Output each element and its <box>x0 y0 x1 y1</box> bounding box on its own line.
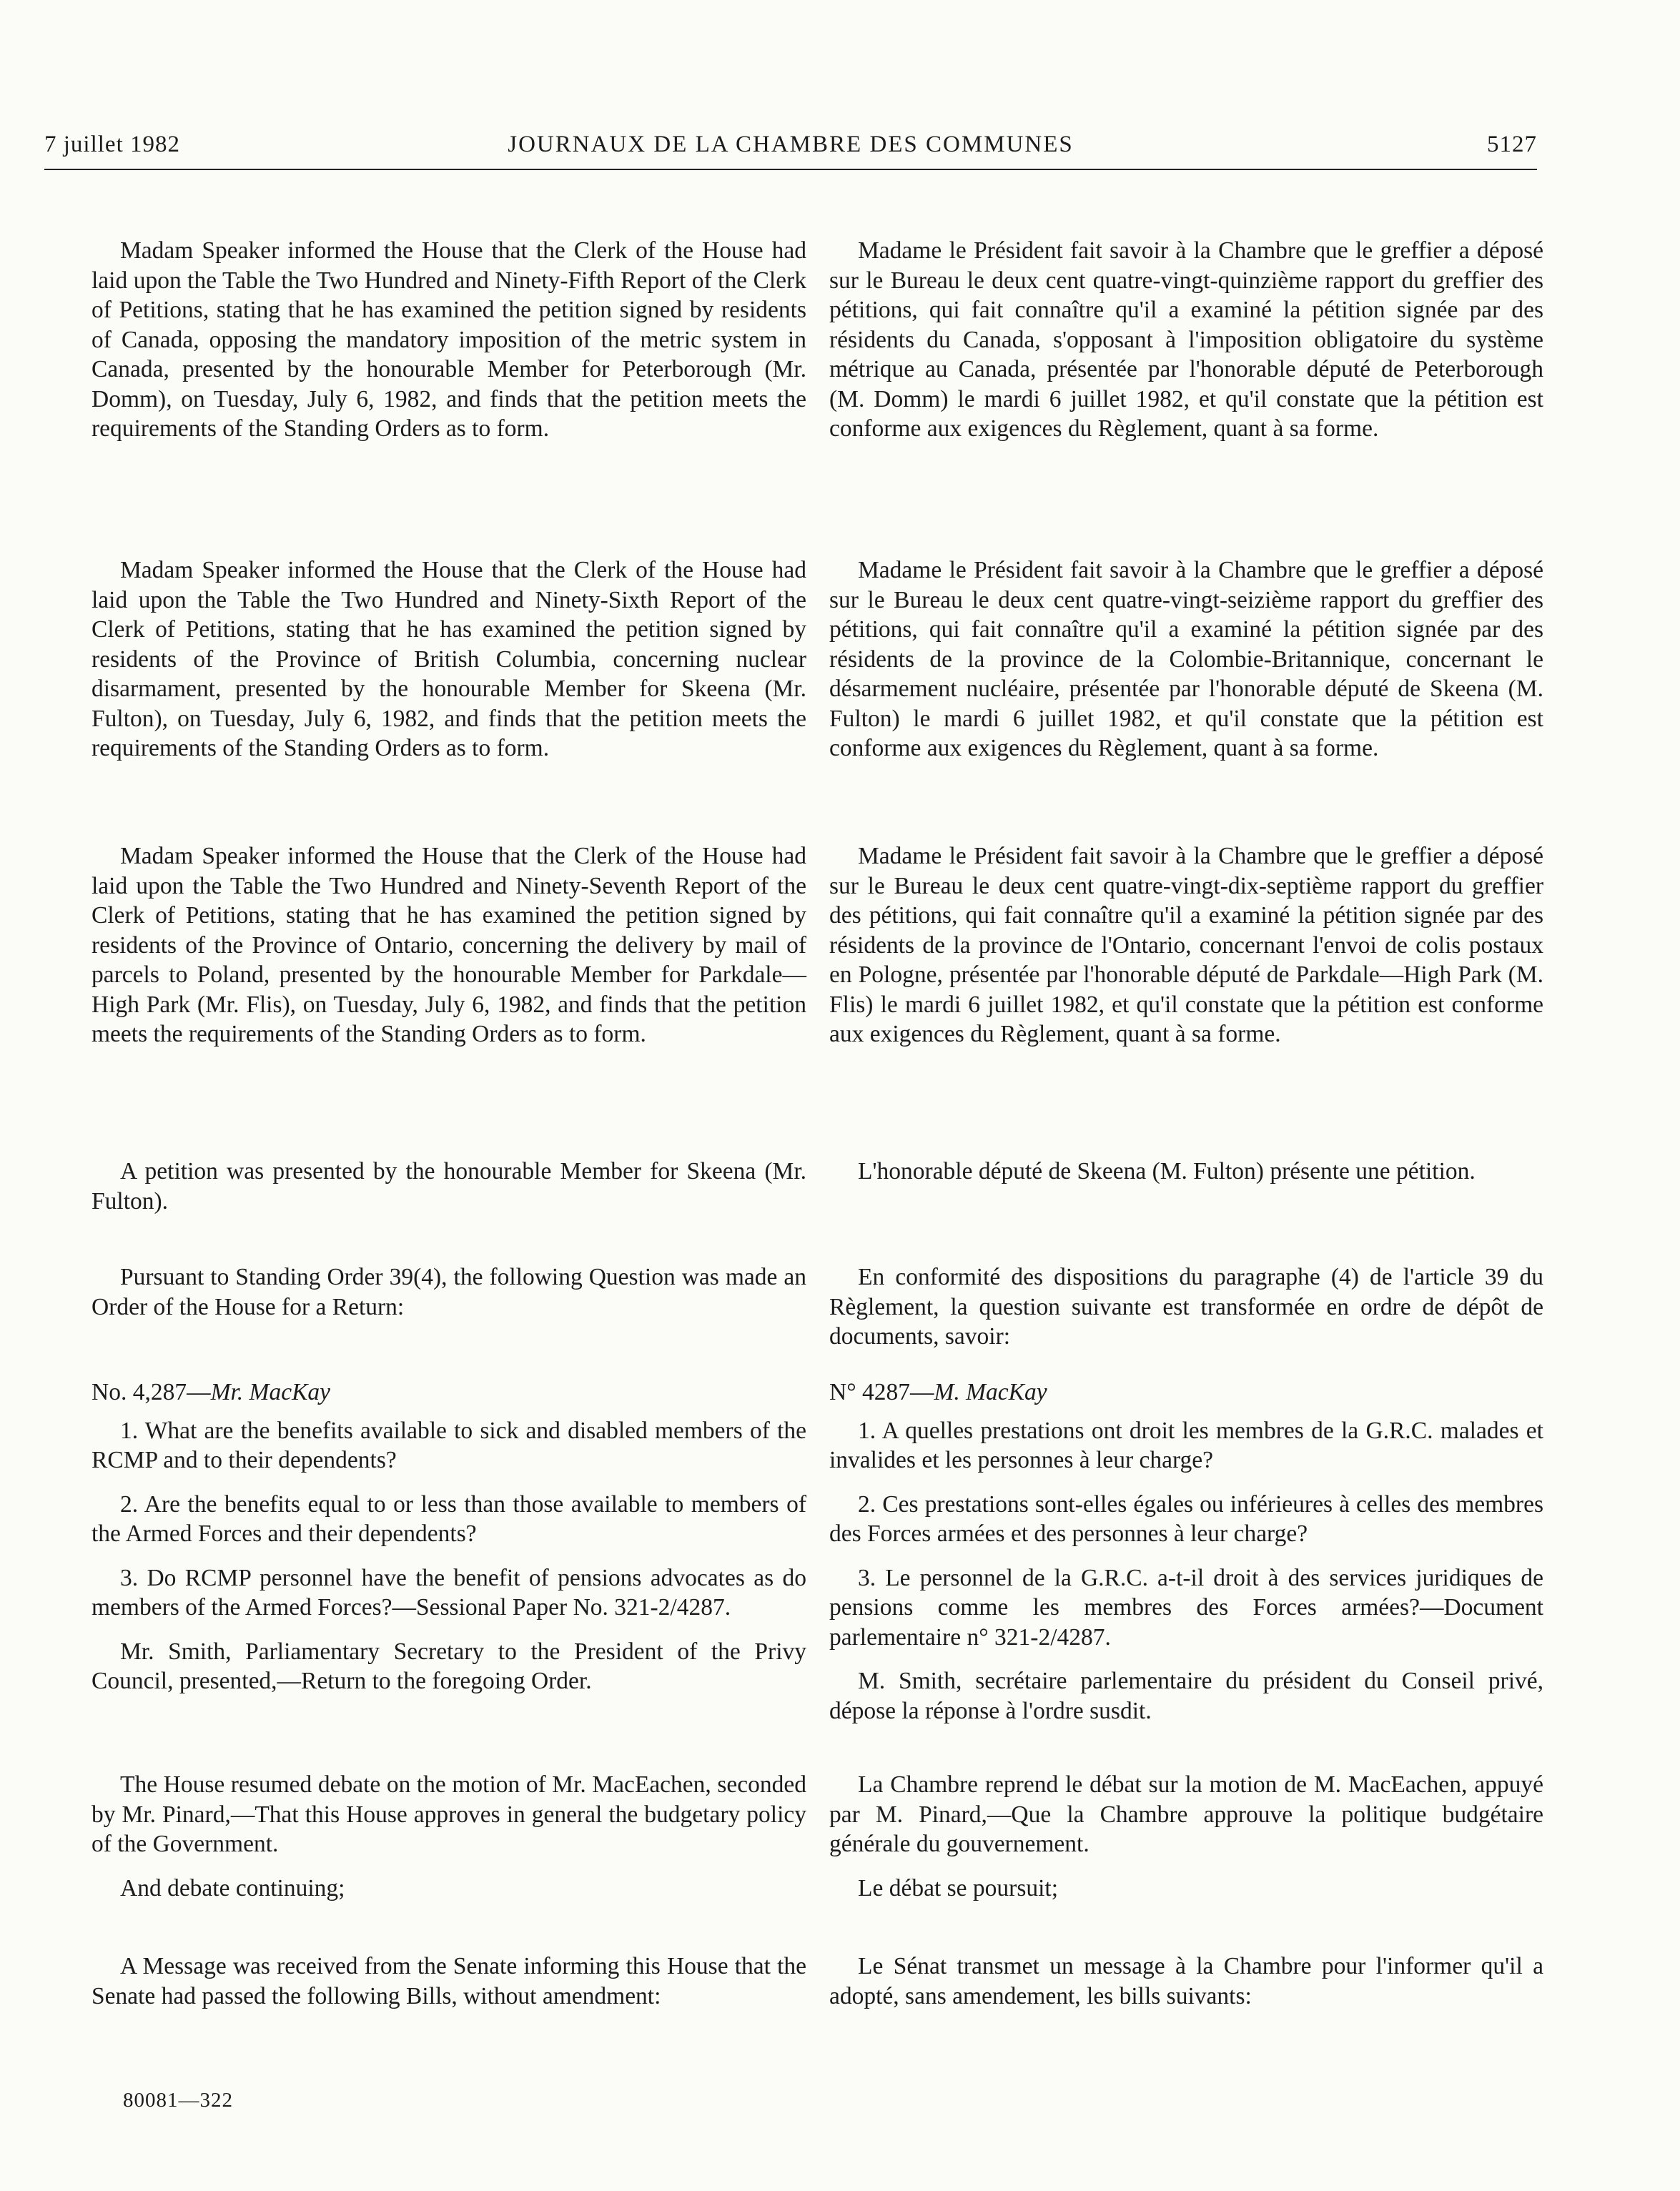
page-number: 5127 <box>1487 132 1537 157</box>
senate-message-fr <box>829 1952 1543 2011</box>
question-block-fr <box>829 1378 1543 1726</box>
order-for-return-fr <box>829 1262 1543 1352</box>
paragraph: En conformité des dispositions du paragraphe (4) de l'article 39 du Règlement, la question suivante est transformée en ordre de dépôt de documents, savoir: <box>829 1264 1543 1350</box>
header-date: 7 juillet 1982 <box>44 132 180 157</box>
petition-report-296-fr <box>829 555 1543 763</box>
petition-presented-fr <box>829 1157 1543 1187</box>
paragraph: Madam Speaker informed the House that the Clerk of the House had laid upon the Table the Two Hundred and Ninety-Sixth Report of the Clerk of Petitions, stating that he has examined the petition signed by residents of the Province of British Columbia, concerning nuclear disarmament, presented by the honourable Member for Skeena (Mr. Fulton), on Tuesday, July 6, 1982, and finds that the petition meets the requirements of the Standing Orders as to form. <box>92 557 806 761</box>
return-paragraph: M. Smith, secrétaire parlementaire du président du Conseil privé, dépose la réponse à l'ordre susdit. <box>829 1668 1543 1724</box>
petition-report-295-en <box>92 236 806 444</box>
petition-report-297-fr <box>829 841 1543 1049</box>
question-item: 2. Are the benefits equal to or less than those available to members of the Armed Forces and their dependents? <box>92 1490 806 1547</box>
petition-report-296-en <box>92 555 806 763</box>
paragraph: A Message was received from the Senate informing this House that the Senate had passed the following Bills, without amendment: <box>92 1953 806 2009</box>
question-member: M. MacKay <box>934 1379 1047 1405</box>
question-item: 3. Do RCMP personnel have the benefit of pensions advocates as do members of the Armed Forces?—Sessional Paper No. 321-2/4287. <box>92 1564 806 1621</box>
journal-title: JOURNAUX DE LA CHAMBRE DES COMMUNES <box>508 132 1074 157</box>
paragraph: A petition was presented by the honourable Member for Skeena (Mr. Fulton). <box>92 1158 806 1215</box>
paragraph: Madame le Président fait savoir à la Chambre que le greffier a déposé sur le Bureau le deux cent quatre-vingt-seizième rapport du greffier des pétitions, qui fait connaître qu'il a examiné la pétition signée par des résidents de la province de la Colombie-Britannique, concernant le désarmement nucléaire, présentée par l'honorable député de Skeena (M. Fulton) le mardi 6 juillet 1982, et qu'il constate que la pétition est conforme aux exigences du Règlement, quant à sa forme. <box>829 557 1543 761</box>
paragraph: Madam Speaker informed the House that the Clerk of the House had laid upon the Table the Two Hundred and Ninety-Seventh Report of the Clerk of Petitions, stating that he has examined the petition signed by residents of the Province of Ontario, concerning the delivery by mail of parcels to Poland, presented by the honourable Member for Parkdale—High Park (Mr. Flis), on Tuesday, July 6, 1982, and finds that the petition meets the requirements of the Standing Orders as to form. <box>92 843 806 1047</box>
question-number: No. 4,287— <box>92 1379 211 1405</box>
return-paragraph: Mr. Smith, Parliamentary Secretary to the President of the Privy Council, presented,—Return to the foregoing Order. <box>92 1638 806 1694</box>
paragraph: And debate continuing; <box>120 1874 345 1901</box>
paragraph: Madam Speaker informed the House that the Clerk of the House had laid upon the Table the Two Hundred and Ninety-Fifth Report of the Clerk of Petitions, stating that he has examined the petition signed by residents of Canada, opposing the mandatory imposition of the metric system in Canada, presented by the honourable Member for Peterborough (Mr. Domm), on Tuesday, July 6, 1982, and finds that the petition meets the requirements of the Standing Orders as to form. <box>92 237 806 442</box>
printer-code: 80081—322 <box>123 2089 233 2112</box>
budget-debate-fr <box>829 1770 1543 1903</box>
petition-report-295-fr <box>829 236 1543 444</box>
paragraph: Madame le Président fait savoir à la Chambre que le greffier a déposé sur le Bureau le deux cent quatre-vingt-quinzième rapport du greffier des pétitions, qui fait connaître qu'il a examiné la pétition signée par des résidents du Canada, s'opposant à l'imposition obligatoire du système métrique au Canada, présentée par l'honorable député de Peterborough (M. Domm) le mardi 6 juillet 1982, et qu'il constate que la pétition est conforme aux exigences du Règlement, quant à sa forme. <box>829 237 1543 442</box>
question-item: 2. Ces prestations sont-elles égales ou inférieures à celles des membres des Forces armées et des personnes à leur charge? <box>829 1490 1543 1547</box>
order-for-return-en <box>92 1262 806 1322</box>
petition-report-297-en <box>92 841 806 1049</box>
question-heading <box>829 1378 1543 1408</box>
question-block-en <box>92 1378 806 1696</box>
question-item: 1. A quelles prestations ont droit les membres de la G.R.C. malades et invalides et les personnes à leur charge? <box>829 1417 1543 1473</box>
paragraph: L'honorable député de Skeena (M. Fulton) présente une pétition. <box>858 1158 1476 1184</box>
question-member: Mr. MacKay <box>210 1379 331 1405</box>
paragraph: The House resumed debate on the motion of Mr. MacEachen, seconded by Mr. Pinard,—That this House approves in general the budgetary policy of the Government. <box>92 1771 806 1857</box>
paragraph: La Chambre reprend le débat sur la motion de M. MacEachen, appuyé par M. Pinard,—Que la Chambre approuve la politique budgétaire générale du gouvernement. <box>829 1771 1543 1857</box>
paragraph: Madame le Président fait savoir à la Chambre que le greffier a déposé sur le Bureau le deux cent quatre-vingt-dix-septième rapport du greffier des pétitions, qui fait connaître qu'il a examiné la pétition signée par des résidents de la province de l'Ontario, concernant l'envoi de colis postaux en Pologne, présentée par l'honorable député de Parkdale—High Park (M. Flis) le mardi 6 juillet 1982, et qu'il constate que la pétition est conforme aux exigences du Règlement, quant à sa forme. <box>829 843 1543 1047</box>
question-heading <box>92 1378 806 1408</box>
paragraph: Le Sénat transmet un message à la Chambre pour l'informer qu'il a adopté, sans amendement, les bills suivants: <box>829 1953 1543 2009</box>
paragraph: Pursuant to Standing Order 39(4), the following Question was made an Order of the House for a Return: <box>92 1264 806 1320</box>
question-number: N° 4287— <box>829 1379 934 1405</box>
senate-message-en <box>92 1952 806 2011</box>
petition-presented-en <box>92 1157 806 1216</box>
question-item: 1. What are the benefits available to sick and disabled members of the RCMP and to their dependents? <box>92 1417 806 1473</box>
page-header <box>44 129 1537 170</box>
budget-debate-en <box>92 1770 806 1903</box>
paragraph: Le débat se poursuit; <box>858 1874 1059 1901</box>
question-item: 3. Le personnel de la G.R.C. a-t-il droit à des services juridiques de pensions comme les membres des Forces armées?—Document parlementaire n° 321-2/4287. <box>829 1564 1543 1651</box>
